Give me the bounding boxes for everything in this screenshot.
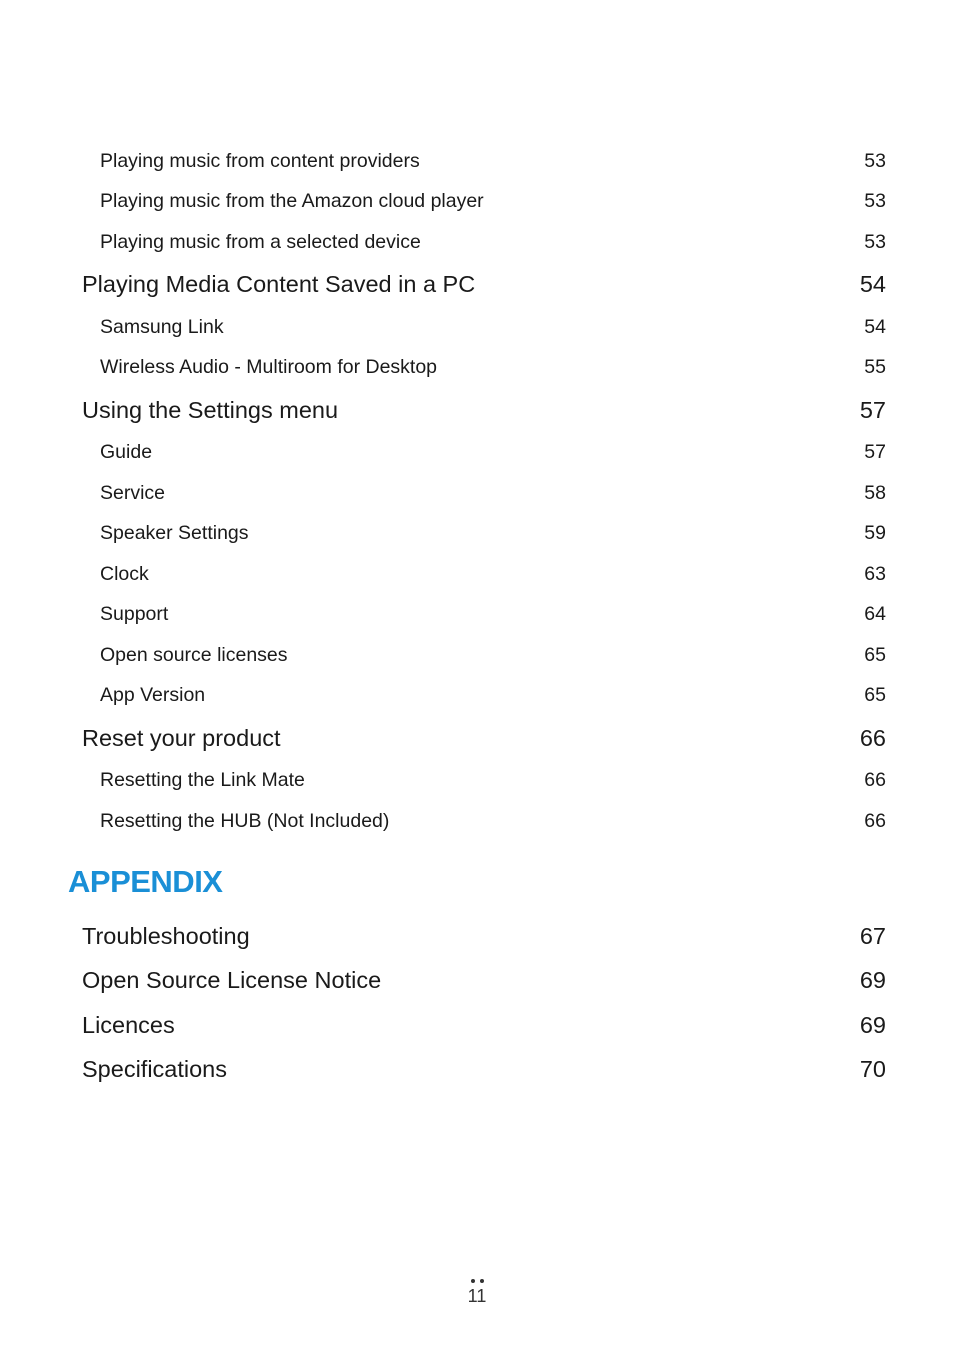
- toc-entry-page: 67: [859, 923, 886, 949]
- toc-entry[interactable]: [82, 965, 886, 995]
- toc-entry-page: 69: [859, 1012, 886, 1038]
- toc-entry[interactable]: [82, 723, 886, 753]
- toc-entry-page: 66: [859, 725, 886, 751]
- footer-dot: [471, 1279, 475, 1283]
- footer-dots-icon: [0, 1277, 954, 1285]
- toc-entry-title: Using the Settings menu: [82, 397, 339, 423]
- toc-entry-page: 58: [864, 482, 886, 504]
- toc-entry-page: 69: [859, 967, 886, 993]
- toc-entry-page: 70: [859, 1056, 886, 1082]
- toc-entry-title: App Version: [100, 684, 206, 706]
- toc-entry[interactable]: [100, 601, 886, 627]
- toc-entry-title: Samsung Link: [100, 316, 224, 338]
- page-footer: [0, 1277, 954, 1307]
- toc-entry-title: Playing Media Content Saved in a PC: [82, 271, 476, 297]
- toc-entry[interactable]: [100, 682, 886, 708]
- toc-entry-page: 63: [864, 563, 886, 585]
- toc-entry[interactable]: [82, 921, 886, 951]
- toc-entry[interactable]: [100, 561, 886, 587]
- toc-entry-title: Playing music from content providers: [100, 150, 420, 172]
- toc-entry-title: Open source licenses: [100, 644, 288, 666]
- toc-entry-page: 53: [864, 231, 886, 253]
- toc-entry-page: 65: [864, 644, 886, 666]
- toc-entry-page: 57: [864, 441, 886, 463]
- toc-entry-title: Troubleshooting: [82, 923, 250, 949]
- toc-entry-title: Open Source License Notice: [82, 967, 382, 993]
- toc-entry-title: Speaker Settings: [100, 522, 249, 544]
- toc-entry[interactable]: [100, 439, 886, 465]
- toc-entry[interactable]: [100, 354, 886, 380]
- toc-entry-title: Reset your product: [82, 725, 281, 751]
- toc-entry-page: 57: [859, 397, 886, 423]
- toc-entry-title: Guide: [100, 441, 153, 463]
- toc-entry[interactable]: [82, 269, 886, 299]
- toc-entry-title: Service: [100, 482, 166, 504]
- toc-entry[interactable]: [100, 808, 886, 834]
- toc-entry-page: 59: [864, 522, 886, 544]
- toc-entry-page: 53: [864, 190, 886, 212]
- toc-entry[interactable]: [100, 148, 886, 174]
- toc-entry-title: Specifications: [82, 1056, 227, 1082]
- toc-entry-title: Playing music from the Amazon cloud player: [100, 190, 484, 212]
- toc-entry[interactable]: [100, 520, 886, 546]
- toc-entry-page: 54: [859, 271, 886, 297]
- toc-entry-page: 65: [864, 684, 886, 706]
- toc-entry[interactable]: [82, 395, 886, 425]
- page-number: 11: [467, 1286, 487, 1306]
- appendix-heading: APPENDIX: [68, 864, 223, 899]
- toc-entry[interactable]: [82, 1010, 886, 1040]
- toc-entry[interactable]: [82, 1054, 886, 1084]
- toc-entry[interactable]: [100, 480, 886, 506]
- toc-entry[interactable]: [100, 642, 886, 668]
- toc-entry-title: Wireless Audio - Multiroom for Desktop: [100, 356, 438, 378]
- toc-entry[interactable]: [100, 229, 886, 255]
- toc-entry[interactable]: [100, 767, 886, 793]
- toc-entry-title: Clock: [100, 563, 149, 585]
- toc-entry-page: 54: [864, 316, 886, 338]
- toc-entry-title: Support: [100, 603, 169, 625]
- toc-entry-page: 55: [864, 356, 886, 378]
- toc-entry-page: 66: [864, 810, 886, 832]
- toc-entry-title: Playing music from a selected device: [100, 231, 421, 253]
- toc-entry-title: Licences: [82, 1012, 175, 1038]
- toc-entry-page: 64: [864, 603, 886, 625]
- toc-entry-page: 53: [864, 150, 886, 172]
- toc-entry[interactable]: [100, 188, 886, 214]
- toc-entry[interactable]: [100, 314, 886, 340]
- toc-entry-page: 66: [864, 769, 886, 791]
- toc-entry-title: Resetting the Link Mate: [100, 769, 305, 791]
- toc-entry-title: Resetting the HUB (Not Included): [100, 810, 390, 832]
- footer-dot: [480, 1279, 484, 1283]
